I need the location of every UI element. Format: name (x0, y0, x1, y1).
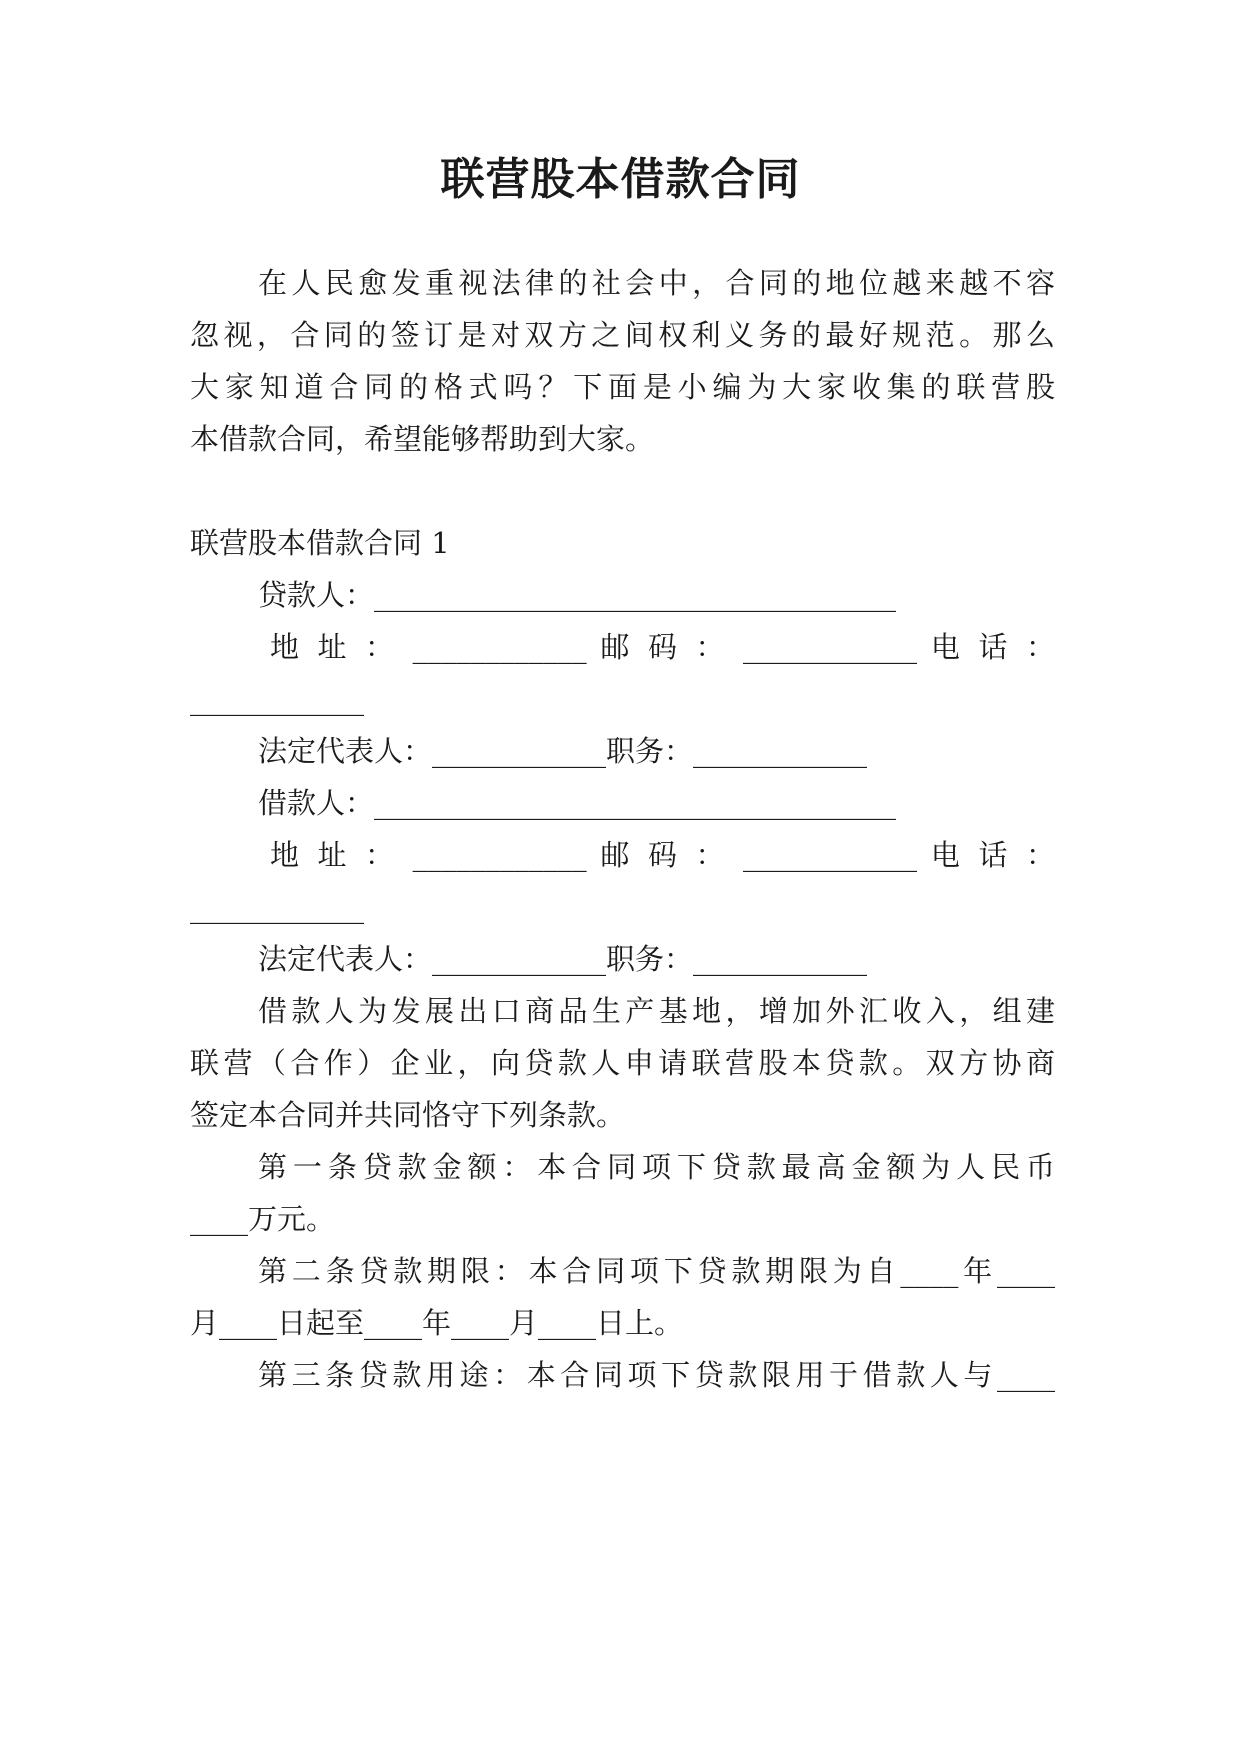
purpose-line-2: 联营（合作）企业，向贷款人申请联营股本贷款。双方协商 (190, 1046, 1055, 1080)
lender-phone-blank: ____________ (190, 682, 364, 716)
intro-line-2: 忽视，合同的签订是对双方之间权利义务的最好规范。那么 (190, 318, 1055, 352)
intro-line-3: 大家知道合同的格式吗？下面是小编为大家收集的联营股 (190, 370, 1055, 404)
purpose-line-3: 签定本合同并共同恪守下列条款。 (190, 1098, 626, 1132)
borrower-line: 借款人：____________________________________ (258, 786, 897, 820)
article-1-line-2: ____万元。 (190, 1202, 336, 1236)
article-2-line-2: 月____日起至____年____月____日上。 (190, 1306, 684, 1340)
borrower-address-line: 地 址 ： ____________ 邮 码 ： ____________ 电 话 ： (270, 838, 1055, 872)
borrower-representative-line: 法定代表人：____________职务：____________ (258, 942, 868, 976)
intro-line-1: 在人民愈发重视法律的社会中，合同的地位越来越不容 (258, 266, 1055, 300)
section-heading: 联营股本借款合同 1 (190, 526, 450, 560)
article-1-line-1: 第一条贷款金额：本合同项下贷款最高金额为人民币 (258, 1150, 1055, 1184)
article-3-line-1: 第三条贷款用途：本合同项下贷款限用于借款人与____ (258, 1358, 1055, 1392)
document-title: 联营股本借款合同 (440, 154, 801, 205)
article-2-line-1: 第二条贷款期限：本合同项下贷款期限为自____年____ (258, 1254, 1055, 1288)
lender-representative-line: 法定代表人：____________职务：____________ (258, 734, 868, 768)
lender-address-line: 地 址 ： ____________ 邮 码 ： ____________ 电 话 ： (270, 630, 1055, 664)
purpose-line-1: 借款人为发展出口商品生产基地，增加外汇收入，组建 (258, 994, 1055, 1028)
intro-line-4: 本借款合同，希望能够帮助到大家。 (190, 422, 655, 456)
borrower-phone-blank: ____________ (190, 890, 364, 924)
lender-line: 贷款人：____________________________________ (258, 578, 897, 612)
